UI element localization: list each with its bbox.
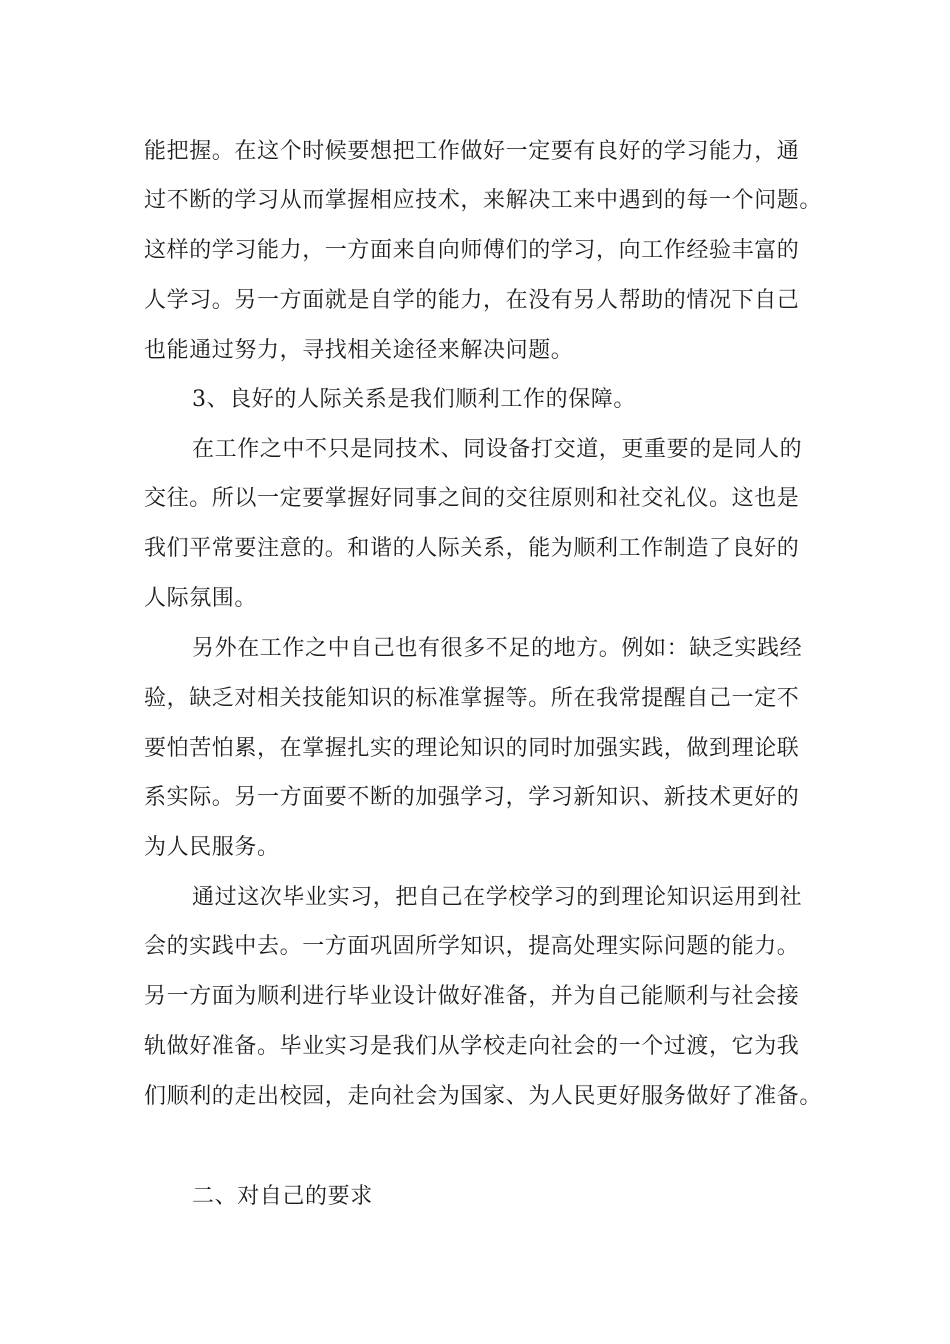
text-line: 要怕苦怕累，在掌握扎实的理论知识的同时加强实践，做到理论联 [144, 736, 800, 761]
text-line: 为人民服务。 [144, 835, 280, 860]
text-line: 能把握。在这个时候要想把工作做好一定要有良好的学习能力，通 [144, 139, 800, 164]
text-line: 另一方面为顺利进行毕业设计做好准备，并为自己能顺利与社会接 [144, 984, 800, 1009]
text-line: 也能通过努力，寻找相关途径来解决问题。 [144, 338, 574, 363]
text-line: 们顺利的走出校园，走向社会为国家、为人民更好服务做好了准备。 [144, 1084, 823, 1109]
section-heading: 3、良好的人际关系是我们顺利工作的保障。 [192, 387, 636, 412]
text-line: 交往。所以一定要掌握好同事之间的交往原则和社交礼仪。这也是 [144, 486, 800, 511]
text-line: 在工作之中不只是同技术、同设备打交道，更重要的是同人的 [192, 437, 803, 462]
text-line: 系实际。另一方面要不断的加强学习，学习新知识、新技术更好的 [144, 785, 800, 810]
text-line: 人学习。另一方面就是自学的能力，在没有另人帮助的情况下自己 [144, 288, 800, 313]
text-line: 会的实践中去。一方面巩固所学知识，提高处理实际问题的能力。 [144, 934, 800, 959]
text-line: 另外在工作之中自己也有很多不足的地方。例如：缺乏实践经 [192, 636, 803, 661]
text-line: 轨做好准备。毕业实习是我们从学校走向社会的一个过渡，它为我 [144, 1034, 800, 1059]
text-line: 我们平常要注意的。和谐的人际关系，能为顺利工作制造了良好的 [144, 536, 800, 561]
section-heading: 二、对自己的要求 [192, 1184, 373, 1209]
text-line: 验，缺乏对相关技能知识的标准掌握等。所在我常提醒自己一定不 [144, 686, 800, 711]
text-line: 通过这次毕业实习，把自己在学校学习的到理论知识运用到社 [192, 885, 803, 910]
text-line: 这样的学习能力，一方面来自向师傅们的学习，向工作经验丰富的 [144, 238, 800, 263]
text-line: 人际氛围。 [144, 586, 258, 611]
text-line: 过不断的学习从而掌握相应技术，来解决工来中遇到的每一个问题。 [144, 188, 823, 213]
